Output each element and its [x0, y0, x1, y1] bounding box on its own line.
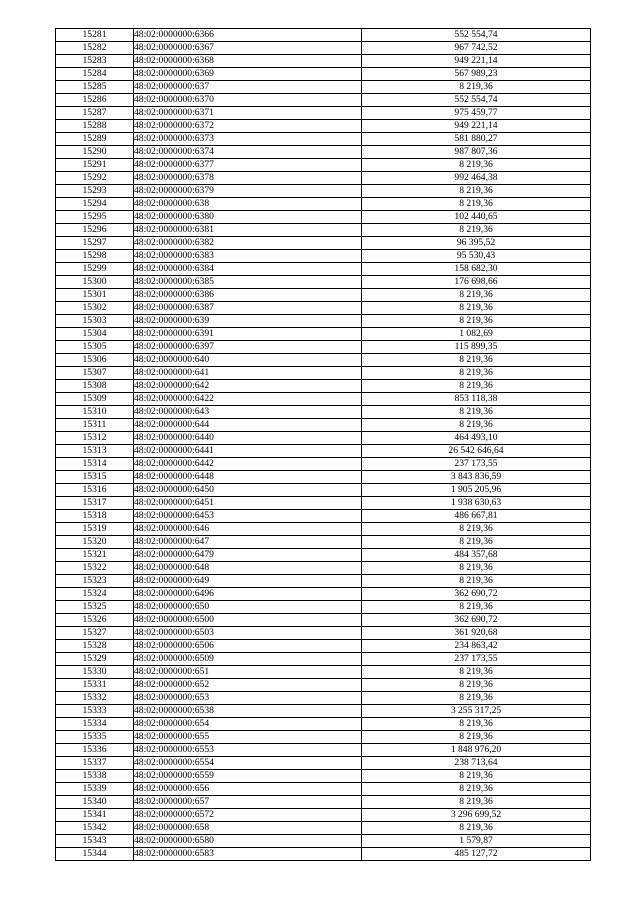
- row-number-cell: 15312: [56, 432, 134, 445]
- row-number-cell: 15282: [56, 42, 134, 55]
- table-row: [56, 536, 591, 549]
- row-number-cell: 15325: [56, 601, 134, 614]
- table-row: [56, 367, 591, 380]
- table-row: [56, 406, 591, 419]
- row-number-cell: 15332: [56, 692, 134, 705]
- row-number-cell: 15289: [56, 133, 134, 146]
- cadastral-value-cell: 567 989,23: [362, 68, 591, 81]
- row-number-cell: 15320: [56, 536, 134, 549]
- cadastral-number-cell: 48:02:0000000:646: [134, 523, 362, 536]
- cadastral-number-cell: 48:02:0000000:6386: [134, 289, 362, 302]
- table-row: [56, 731, 591, 744]
- table-row: [56, 211, 591, 224]
- table-row: [56, 614, 591, 627]
- cadastral-value-cell: 8 219,36: [362, 185, 591, 198]
- row-number-cell: 15308: [56, 380, 134, 393]
- cadastral-number-cell: 48:02:0000000:6383: [134, 250, 362, 263]
- cadastral-value-cell: 3 296 699,52: [362, 809, 591, 822]
- row-number-cell: 15287: [56, 107, 134, 120]
- cadastral-value-cell: 158 682,30: [362, 263, 591, 276]
- cadastral-value-cell: 8 219,36: [362, 679, 591, 692]
- cadastral-value-cell: 3 255 317,25: [362, 705, 591, 718]
- cadastral-number-cell: 48:02:0000000:643: [134, 406, 362, 419]
- cadastral-value-cell: 484 357,68: [362, 549, 591, 562]
- cadastral-value-cell: 1 579,87: [362, 835, 591, 848]
- row-number-cell: 15322: [56, 562, 134, 575]
- table-row: [56, 302, 591, 315]
- row-number-cell: 15344: [56, 848, 134, 861]
- cadastral-value-cell: 987 807,36: [362, 146, 591, 159]
- cadastral-value-cell: 581 880,27: [362, 133, 591, 146]
- cadastral-number-cell: 48:02:0000000:6367: [134, 42, 362, 55]
- cadastral-number-cell: 48:02:0000000:647: [134, 536, 362, 549]
- row-number-cell: 15296: [56, 224, 134, 237]
- table-row: [56, 757, 591, 770]
- row-number-cell: 15342: [56, 822, 134, 835]
- cadastral-value-cell: 8 219,36: [362, 367, 591, 380]
- table-row: [56, 679, 591, 692]
- table-row: [56, 81, 591, 94]
- table-row: [56, 146, 591, 159]
- cadastral-value-cell: 238 713,64: [362, 757, 591, 770]
- table-row: [56, 484, 591, 497]
- cadastral-value-cell: 1 082,69: [362, 328, 591, 341]
- cadastral-number-cell: 48:02:0000000:640: [134, 354, 362, 367]
- cadastral-value-cell: 8 219,36: [362, 562, 591, 575]
- cadastral-value-cell: 8 219,36: [362, 523, 591, 536]
- row-number-cell: 15294: [56, 198, 134, 211]
- row-number-cell: 15283: [56, 55, 134, 68]
- cadastral-number-cell: 48:02:0000000:653: [134, 692, 362, 705]
- cadastral-value-cell: 992 464,38: [362, 172, 591, 185]
- cadastral-value-cell: 8 219,36: [362, 796, 591, 809]
- cadastral-value-cell: 949 221,14: [362, 120, 591, 133]
- cadastral-number-cell: 48:02:0000000:6382: [134, 237, 362, 250]
- cadastral-value-cell: 486 667,81: [362, 510, 591, 523]
- row-number-cell: 15307: [56, 367, 134, 380]
- cadastral-number-cell: 48:02:0000000:6368: [134, 55, 362, 68]
- cadastral-number-cell: 48:02:0000000:6422: [134, 393, 362, 406]
- table-row: [56, 666, 591, 679]
- table-row: [56, 120, 591, 133]
- table-row: [56, 42, 591, 55]
- row-number-cell: 15285: [56, 81, 134, 94]
- cadastral-value-cell: 234 863,42: [362, 640, 591, 653]
- row-number-cell: 15335: [56, 731, 134, 744]
- row-number-cell: 15298: [56, 250, 134, 263]
- row-number-cell: 15288: [56, 120, 134, 133]
- cadastral-value-cell: 8 219,36: [362, 81, 591, 94]
- cadastral-number-cell: 48:02:0000000:650: [134, 601, 362, 614]
- table-row: [56, 822, 591, 835]
- cadastral-number-cell: 48:02:0000000:6583: [134, 848, 362, 861]
- cadastral-number-cell: 48:02:0000000:6370: [134, 94, 362, 107]
- cadastral-value-cell: 8 219,36: [362, 783, 591, 796]
- cadastral-value-cell: 8 219,36: [362, 731, 591, 744]
- row-number-cell: 15299: [56, 263, 134, 276]
- row-number-cell: 15319: [56, 523, 134, 536]
- cadastral-value-cell: 237 173,55: [362, 653, 591, 666]
- row-number-cell: 15304: [56, 328, 134, 341]
- cadastral-value-cell: 464 493,10: [362, 432, 591, 445]
- row-number-cell: 15329: [56, 653, 134, 666]
- table-row: [56, 510, 591, 523]
- row-number-cell: 15306: [56, 354, 134, 367]
- table-row: [56, 835, 591, 848]
- cadastral-number-cell: 48:02:0000000:6379: [134, 185, 362, 198]
- table-row: [56, 276, 591, 289]
- cadastral-value-cell: 176 698,66: [362, 276, 591, 289]
- row-number-cell: 15321: [56, 549, 134, 562]
- cadastral-value-cell: 8 219,36: [362, 354, 591, 367]
- cadastral-value-cell: 237 173,55: [362, 458, 591, 471]
- row-number-cell: 15334: [56, 718, 134, 731]
- cadastral-number-cell: 48:02:0000000:6391: [134, 328, 362, 341]
- cadastral-number-cell: 48:02:0000000:657: [134, 796, 362, 809]
- row-number-cell: 15286: [56, 94, 134, 107]
- table-row: [56, 341, 591, 354]
- cadastral-number-cell: 48:02:0000000:641: [134, 367, 362, 380]
- table-row: [56, 809, 591, 822]
- cadastral-number-cell: 48:02:0000000:6553: [134, 744, 362, 757]
- table-row: [56, 289, 591, 302]
- cadastral-number-cell: 48:02:0000000:6381: [134, 224, 362, 237]
- cadastral-number-cell: 48:02:0000000:6366: [134, 29, 362, 42]
- table-row: [56, 523, 591, 536]
- table-row: [56, 172, 591, 185]
- cadastral-value-cell: 853 118,38: [362, 393, 591, 406]
- cadastral-value-cell: 8 219,36: [362, 666, 591, 679]
- cadastral-number-cell: 48:02:0000000:6378: [134, 172, 362, 185]
- table-row: [56, 328, 591, 341]
- cadastral-number-cell: 48:02:0000000:642: [134, 380, 362, 393]
- cadastral-number-cell: 48:02:0000000:6380: [134, 211, 362, 224]
- row-number-cell: 15323: [56, 575, 134, 588]
- cadastral-value-cell: 362 690,72: [362, 588, 591, 601]
- cadastral-number-cell: 48:02:0000000:6506: [134, 640, 362, 653]
- table-row: [56, 237, 591, 250]
- row-number-cell: 15340: [56, 796, 134, 809]
- table-row: [56, 159, 591, 172]
- table-row: [56, 445, 591, 458]
- table-row: [56, 796, 591, 809]
- row-number-cell: 15331: [56, 679, 134, 692]
- row-number-cell: 15326: [56, 614, 134, 627]
- cadastral-number-cell: 48:02:0000000:6496: [134, 588, 362, 601]
- row-number-cell: 15297: [56, 237, 134, 250]
- table-row: [56, 783, 591, 796]
- table-row: [56, 705, 591, 718]
- cadastral-value-cell: 8 219,36: [362, 822, 591, 835]
- table-row: [56, 588, 591, 601]
- cadastral-number-cell: 48:02:0000000:6500: [134, 614, 362, 627]
- row-number-cell: 15284: [56, 68, 134, 81]
- row-number-cell: 15333: [56, 705, 134, 718]
- cadastral-number-cell: 48:02:0000000:655: [134, 731, 362, 744]
- cadastral-number-cell: 48:02:0000000:6372: [134, 120, 362, 133]
- row-number-cell: 15315: [56, 471, 134, 484]
- table-row: [56, 575, 591, 588]
- row-number-cell: 15293: [56, 185, 134, 198]
- table-row: [56, 601, 591, 614]
- row-number-cell: 15311: [56, 419, 134, 432]
- table-row: [56, 250, 591, 263]
- cadastral-number-cell: 48:02:0000000:6441: [134, 445, 362, 458]
- cadastral-number-cell: 48:02:0000000:6554: [134, 757, 362, 770]
- table-row: [56, 692, 591, 705]
- cadastral-value-cell: 115 899,35: [362, 341, 591, 354]
- cadastral-value-cell: 95 530,43: [362, 250, 591, 263]
- cadastral-number-cell: 48:02:0000000:656: [134, 783, 362, 796]
- cadastral-value-cell: 552 554,74: [362, 29, 591, 42]
- cadastral-number-cell: 48:02:0000000:6385: [134, 276, 362, 289]
- cadastral-number-cell: 48:02:0000000:652: [134, 679, 362, 692]
- cadastral-value-cell: 8 219,36: [362, 536, 591, 549]
- cadastral-value-cell: 8 219,36: [362, 315, 591, 328]
- table-row: [56, 627, 591, 640]
- cadastral-value-cell: 949 221,14: [362, 55, 591, 68]
- table-row: [56, 315, 591, 328]
- cadastral-value-cell: 8 219,36: [362, 380, 591, 393]
- row-number-cell: 15300: [56, 276, 134, 289]
- cadastral-value-cell: 1 905 205,96: [362, 484, 591, 497]
- row-number-cell: 15317: [56, 497, 134, 510]
- table-row: [56, 354, 591, 367]
- table-row: [56, 549, 591, 562]
- cadastral-value-cell: 1 848 976,20: [362, 744, 591, 757]
- cadastral-value-cell: 8 219,36: [362, 601, 591, 614]
- row-number-cell: 15309: [56, 393, 134, 406]
- row-number-cell: 15330: [56, 666, 134, 679]
- row-number-cell: 15327: [56, 627, 134, 640]
- cadastral-number-cell: 48:02:0000000:6453: [134, 510, 362, 523]
- row-number-cell: 15328: [56, 640, 134, 653]
- cadastral-value-cell: 552 554,74: [362, 94, 591, 107]
- cadastral-value-cell: 8 219,36: [362, 718, 591, 731]
- table-row: [56, 185, 591, 198]
- row-number-cell: 15338: [56, 770, 134, 783]
- row-number-cell: 15281: [56, 29, 134, 42]
- cadastral-value-cell: 1 938 630,63: [362, 497, 591, 510]
- row-number-cell: 15339: [56, 783, 134, 796]
- cadastral-number-cell: 48:02:0000000:6450: [134, 484, 362, 497]
- row-number-cell: 15310: [56, 406, 134, 419]
- cadastral-number-cell: 48:02:0000000:6384: [134, 263, 362, 276]
- row-number-cell: 15318: [56, 510, 134, 523]
- table-row: [56, 471, 591, 484]
- cadastral-number-cell: 48:02:0000000:654: [134, 718, 362, 731]
- table-row: [56, 497, 591, 510]
- table-row: [56, 419, 591, 432]
- cadastral-value-cell: 8 219,36: [362, 198, 591, 211]
- table-row: [56, 224, 591, 237]
- cadastral-number-cell: 48:02:0000000:6451: [134, 497, 362, 510]
- cadastral-number-cell: 48:02:0000000:644: [134, 419, 362, 432]
- cadastral-value-cell: 8 219,36: [362, 224, 591, 237]
- row-number-cell: 15303: [56, 315, 134, 328]
- cadastral-number-cell: 48:02:0000000:639: [134, 315, 362, 328]
- cadastral-number-cell: 48:02:0000000:6369: [134, 68, 362, 81]
- table-row: [56, 562, 591, 575]
- cadastral-number-cell: 48:02:0000000:6371: [134, 107, 362, 120]
- cadastral-number-cell: 48:02:0000000:6442: [134, 458, 362, 471]
- table-row: [56, 94, 591, 107]
- table-body: [56, 29, 591, 861]
- cadastral-number-cell: 48:02:0000000:651: [134, 666, 362, 679]
- cadastral-number-cell: 48:02:0000000:649: [134, 575, 362, 588]
- table-row: [56, 393, 591, 406]
- cadastral-value-table: [55, 28, 591, 861]
- cadastral-value-cell: 485 127,72: [362, 848, 591, 861]
- table-row: [56, 133, 591, 146]
- row-number-cell: 15314: [56, 458, 134, 471]
- row-number-cell: 15292: [56, 172, 134, 185]
- table-row: [56, 432, 591, 445]
- table-row: [56, 380, 591, 393]
- row-number-cell: 15336: [56, 744, 134, 757]
- cadastral-number-cell: 48:02:0000000:6580: [134, 835, 362, 848]
- cadastral-number-cell: 48:02:0000000:6397: [134, 341, 362, 354]
- cadastral-value-cell: 8 219,36: [362, 575, 591, 588]
- cadastral-number-cell: 48:02:0000000:6572: [134, 809, 362, 822]
- row-number-cell: 15302: [56, 302, 134, 315]
- row-number-cell: 15305: [56, 341, 134, 354]
- cadastral-value-cell: 8 219,36: [362, 289, 591, 302]
- cadastral-value-cell: 8 219,36: [362, 302, 591, 315]
- cadastral-value-cell: 361 920,68: [362, 627, 591, 640]
- cadastral-number-cell: 48:02:0000000:6440: [134, 432, 362, 445]
- row-number-cell: 15324: [56, 588, 134, 601]
- row-number-cell: 15290: [56, 146, 134, 159]
- row-number-cell: 15316: [56, 484, 134, 497]
- table-row: [56, 640, 591, 653]
- cadastral-value-cell: 102 440,65: [362, 211, 591, 224]
- cadastral-number-cell: 48:02:0000000:6377: [134, 159, 362, 172]
- table-row: [56, 29, 591, 42]
- cadastral-value-cell: 8 219,36: [362, 419, 591, 432]
- cadastral-value-cell: 8 219,36: [362, 159, 591, 172]
- cadastral-number-cell: 48:02:0000000:6374: [134, 146, 362, 159]
- cadastral-number-cell: 48:02:0000000:6503: [134, 627, 362, 640]
- cadastral-value-cell: 8 219,36: [362, 770, 591, 783]
- cadastral-number-cell: 48:02:0000000:6538: [134, 705, 362, 718]
- cadastral-value-cell: 967 742,52: [362, 42, 591, 55]
- cadastral-number-cell: 48:02:0000000:658: [134, 822, 362, 835]
- cadastral-value-cell: 96 395,52: [362, 237, 591, 250]
- row-number-cell: 15343: [56, 835, 134, 848]
- cadastral-number-cell: 48:02:0000000:6387: [134, 302, 362, 315]
- row-number-cell: 15301: [56, 289, 134, 302]
- row-number-cell: 15341: [56, 809, 134, 822]
- cadastral-value-cell: 8 219,36: [362, 692, 591, 705]
- table-row: [56, 68, 591, 81]
- cadastral-value-cell: 26 542 646,64: [362, 445, 591, 458]
- cadastral-number-cell: 48:02:0000000:6559: [134, 770, 362, 783]
- table-row: [56, 198, 591, 211]
- cadastral-number-cell: 48:02:0000000:6509: [134, 653, 362, 666]
- table-row: [56, 718, 591, 731]
- table-row: [56, 107, 591, 120]
- cadastral-number-cell: 48:02:0000000:6479: [134, 549, 362, 562]
- table-row: [56, 848, 591, 861]
- cadastral-number-cell: 48:02:0000000:638: [134, 198, 362, 211]
- cadastral-number-cell: 48:02:0000000:648: [134, 562, 362, 575]
- cadastral-number-cell: 48:02:0000000:637: [134, 81, 362, 94]
- row-number-cell: 15313: [56, 445, 134, 458]
- row-number-cell: 15291: [56, 159, 134, 172]
- cadastral-value-cell: 362 690,72: [362, 614, 591, 627]
- table-row: [56, 653, 591, 666]
- cadastral-number-cell: 48:02:0000000:6448: [134, 471, 362, 484]
- table-row: [56, 458, 591, 471]
- table-row: [56, 744, 591, 757]
- table-row: [56, 263, 591, 276]
- cadastral-value-cell: 8 219,36: [362, 406, 591, 419]
- cadastral-number-cell: 48:02:0000000:6373: [134, 133, 362, 146]
- cadastral-value-cell: 975 459,77: [362, 107, 591, 120]
- row-number-cell: 15337: [56, 757, 134, 770]
- document-page: [55, 28, 590, 861]
- row-number-cell: 15295: [56, 211, 134, 224]
- cadastral-value-cell: 3 843 836,59: [362, 471, 591, 484]
- table-row: [56, 55, 591, 68]
- table-row: [56, 770, 591, 783]
